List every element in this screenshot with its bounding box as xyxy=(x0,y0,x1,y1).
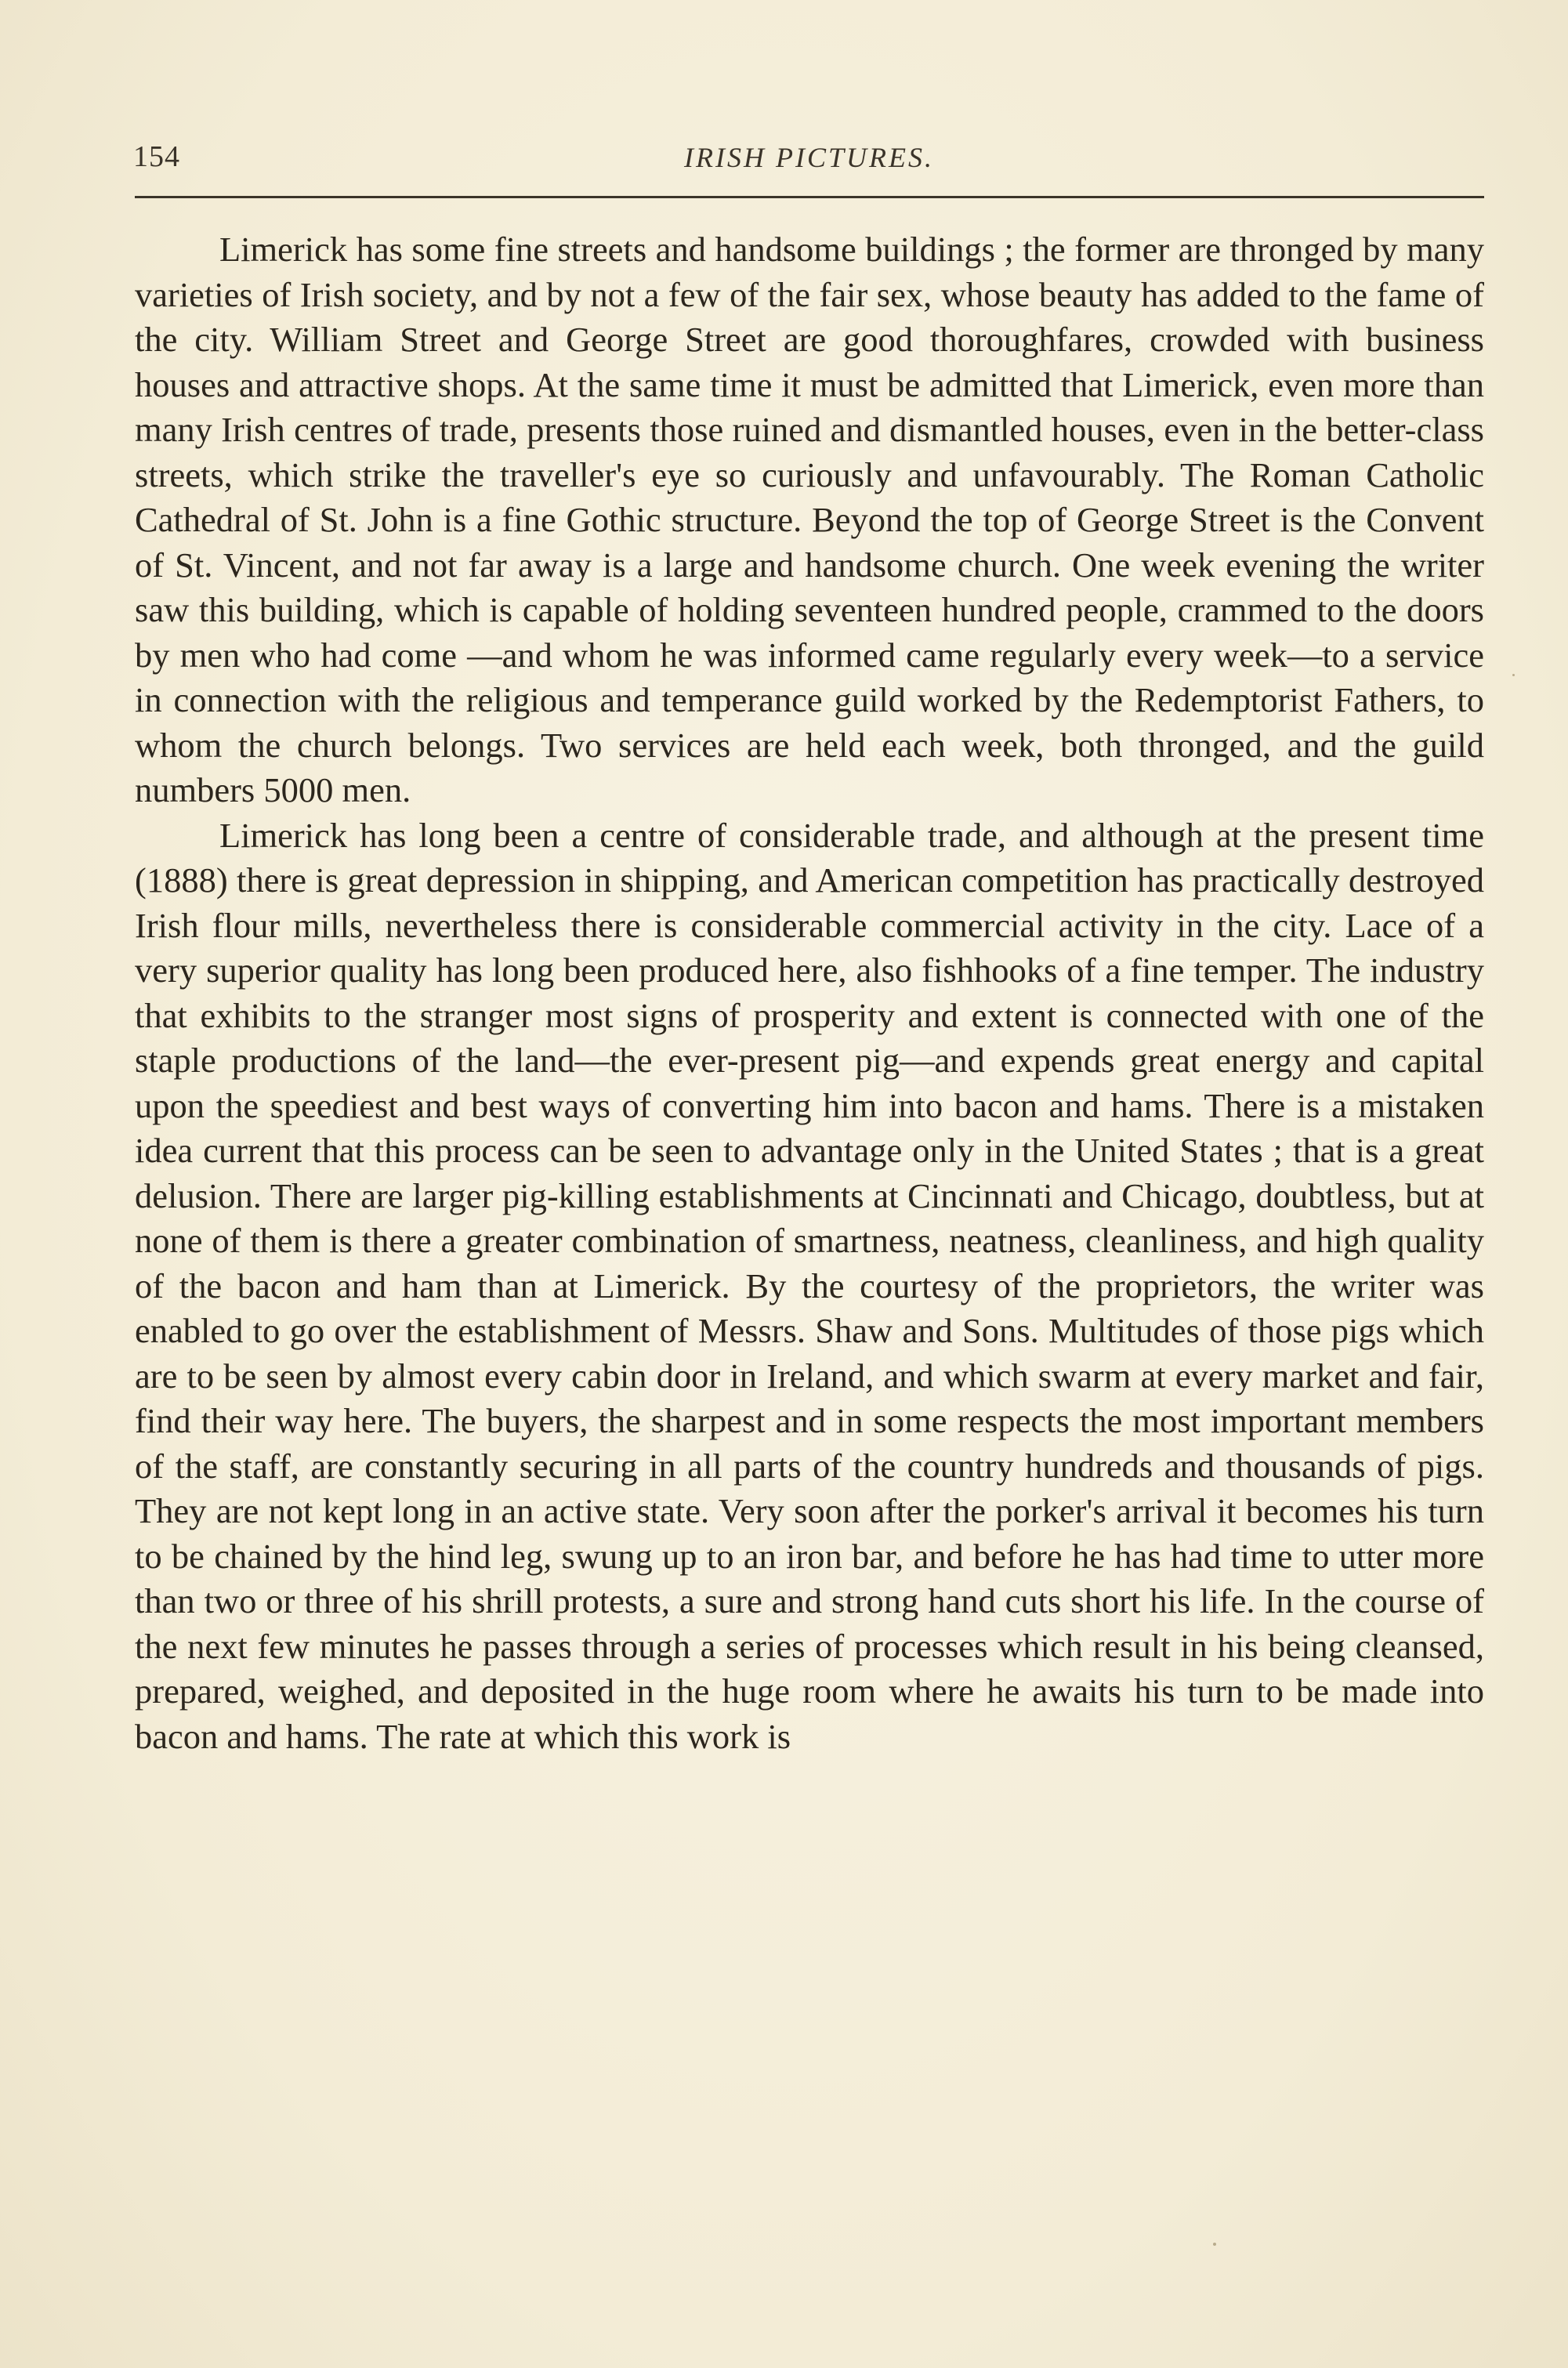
header-rule xyxy=(135,196,1484,198)
paragraph-2: Limerick has long been a centre of considerable trade, and although at the present time (1888) there is great depression in shipping, and American competition has practically destroyed Irish flour mills, nevertheless there is considerable commercial activity in the city. Lace of a very superior quality has long been produced here, also fishhooks of a fine temper. The industry that exhibits to the stranger most signs of prosperity and extent is connected with one of the staple productions of the land—the ever-present pig—and expends great energy and capital upon the speediest and best ways of converting him into bacon and hams. There is a mistaken idea current that this process can be seen to advantage only in the United States ; that is a great delusion. There are larger pig-killing establishments at Cincinnati and Chicago, doubtless, but at none of them is there a greater combination of smartness, neatness, cleanliness, and high quality of the bacon and ham than at Limerick. By the courtesy of the proprietors, the writer was enabled to go over the establishment of Messrs. Shaw and Sons. Multitudes of those pigs which are to be seen by almost every cabin door in Ireland, and which swarm at every market and fair, find their way here. The buyers, the sharpest and in some respects the most important members of the staff, are constantly securing in all parts of the country hundreds and thousands of pigs. They are not kept long in an active state. Very soon after the porker's arrival it becomes his turn to be chained by the hind leg, swung up to an iron bar, and before he has had time to utter more than two or three of his shrill protests, a sure and strong hand cuts short his life. In the course of the next few minutes he passes through a series of processes which result in his being cleansed, prepared, weighed, and deposited in the huge room where he awaits his turn to be made into bacon and hams. The rate at which this work is xyxy=(135,815,1484,1756)
paper-speck xyxy=(1512,674,1515,676)
paper-speck xyxy=(1213,2243,1216,2246)
page-header xyxy=(133,139,1485,186)
running-title: IRISH PICTURES. xyxy=(684,142,934,173)
paragraph-1: Limerick has some fine streets and handsome buildings ; the former are thronged by many varieties of Irish society, and by not a few of the fair sex, whose beauty has added to the fame of the city. William Street and George Street are good thoroughfares, crowded with business houses and attractive shops. At the same time it must be admitted that Limerick, even more than many Irish centres of trade, presents those ruined and dismantled houses, even in the better-class streets, which strike the traveller's eye so curiously and unfavourably. The Roman Catholic Cathedral of St. John is a fine Gothic structure. Beyond the top of George Street is the Convent of St. Vincent, and not far away is a large and handsome church. One week evening the writer saw this building, which is capable of holding seventeen hundred people, crammed to the doors by men who had come —and whom he was informed came regularly every week—to a service in connection with the religious and temperance guild worked by the Redemptorist Fathers, to whom the church belongs. Two services are held each week, both thronged, and the guild numbers 5000 men. xyxy=(135,230,1484,809)
body-text xyxy=(135,227,1484,1759)
page-number: 154 xyxy=(133,140,180,173)
